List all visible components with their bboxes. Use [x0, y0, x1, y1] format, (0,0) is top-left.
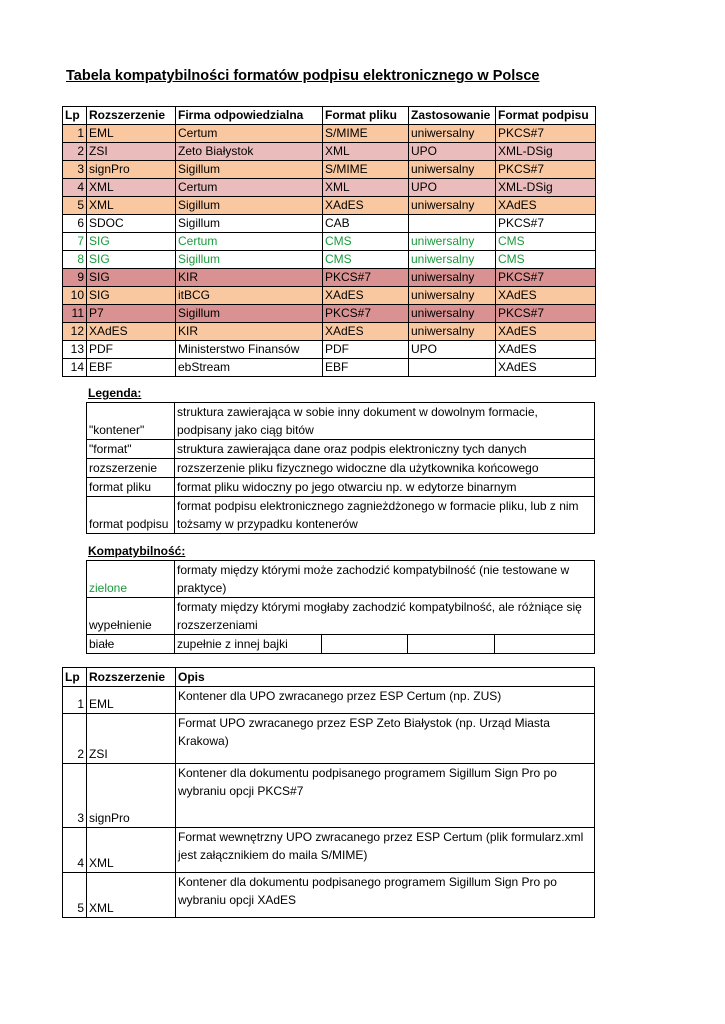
cell-format-pliku: XML: [323, 179, 409, 197]
cell-firma: Certum: [176, 125, 323, 143]
legend-definition: format pliku widoczny po jego otwarciu np. w edytorze binarnym: [175, 478, 595, 497]
cell-format-pliku: XAdES: [323, 197, 409, 215]
legend-definition: format podpisu elektronicznego zagnieżdżonego w formacie pliku, lub z nim tożsamy w przypadku kontenerów: [175, 497, 595, 534]
cell-opis: Kontener dla dokumentu podpisanego programem Sigillum Sign Pro po wybraniu opcji PKCS#7: [176, 764, 595, 828]
cell-lp: 13: [63, 341, 87, 359]
cell-lp: 12: [63, 323, 87, 341]
cell-format-pliku: PDF: [323, 341, 409, 359]
legend-definition: rozszerzenie pliku fizycznego widoczne dla użytkownika końcowego: [175, 459, 595, 478]
cell-format-podpisu: PKCS#7: [496, 269, 596, 287]
cell-rozszerzenie: EBF: [87, 359, 176, 377]
table-row: [63, 764, 595, 828]
legend-definition: struktura zawierająca dane oraz podpis elektroniczny tych danych: [175, 440, 595, 459]
cell-lp: 5: [63, 197, 87, 215]
table-row: [63, 873, 595, 918]
header-opis: Opis: [176, 668, 595, 687]
table-row: [63, 287, 596, 305]
cell-format-podpisu: XAdES: [496, 197, 596, 215]
legend-term: "kontener": [87, 403, 175, 440]
cell-lp: 2: [63, 143, 87, 161]
legend-table: [86, 402, 595, 534]
cell-format-podpisu: XML-DSig: [496, 179, 596, 197]
compatibility-definition: zupełnie z innej bajki: [175, 635, 322, 654]
cell-zastosowanie: uniwersalny: [409, 233, 496, 251]
table-row: [63, 687, 595, 714]
table-row: [63, 251, 596, 269]
cell-zastosowanie: UPO: [409, 341, 496, 359]
cell-lp: 10: [63, 287, 87, 305]
table-row: [63, 323, 596, 341]
cell-zastosowanie: [409, 359, 496, 377]
cell-zastosowanie: uniwersalny: [409, 323, 496, 341]
cell-lp: 1: [63, 687, 87, 714]
table-row: [63, 341, 596, 359]
cell-format-pliku: PKCS#7: [323, 305, 409, 323]
header-zastosowanie: Zastosowanie: [409, 107, 496, 125]
cell-lp: 4: [63, 179, 87, 197]
legend-row: [87, 403, 595, 440]
cell-rozszerzenie: SIG: [87, 269, 176, 287]
compatibility-definition: formaty między którymi mogłaby zachodzić kompatybilność, ale różniące się rozszerzeniami: [175, 598, 595, 635]
cell-rozszerzenie: PDF: [87, 341, 176, 359]
cell-format-pliku: EBF: [323, 359, 409, 377]
cell-rozszerzenie: EML: [87, 125, 176, 143]
cell-zastosowanie: uniwersalny: [409, 125, 496, 143]
cell-zastosowanie: UPO: [409, 143, 496, 161]
compatibility-legend-table: [86, 560, 595, 654]
cell-firma: Zeto Białystok: [176, 143, 323, 161]
cell-format-pliku: XAdES: [323, 287, 409, 305]
description-table: [62, 667, 595, 918]
compatibility-term: białe: [87, 635, 175, 654]
cell-rozszerzenie: XML: [87, 828, 176, 873]
header-lp: Lp: [63, 107, 87, 125]
table-row: [63, 269, 596, 287]
cell-lp: 1: [63, 125, 87, 143]
cell-lp: 14: [63, 359, 87, 377]
table-row: [63, 828, 595, 873]
legend-title: Legenda:: [88, 386, 142, 400]
cell-rozszerzenie: XML: [87, 873, 176, 918]
cell-lp: 7: [63, 233, 87, 251]
header-lp: Lp: [63, 668, 87, 687]
cell-format-podpisu: XAdES: [496, 323, 596, 341]
cell-format-podpisu: PKCS#7: [496, 305, 596, 323]
cell-opis: Kontener dla UPO zwracanego przez ESP Certum (np. ZUS): [176, 687, 595, 714]
cell-zastosowanie: uniwersalny: [409, 161, 496, 179]
table-row: [63, 161, 596, 179]
compatibility-row: [87, 561, 595, 598]
legend-row: [87, 478, 595, 497]
cell-format-podpisu: XAdES: [496, 359, 596, 377]
table-row: [63, 233, 596, 251]
header-rozszerzenie: Rozszerzenie: [87, 107, 176, 125]
header-rozszerzenie: Rozszerzenie: [87, 668, 176, 687]
cell-format-podpisu: PKCS#7: [496, 125, 596, 143]
table-row: [63, 359, 596, 377]
compatibility-term: zielone: [87, 561, 175, 598]
cell-firma: Certum: [176, 179, 323, 197]
legend-row: [87, 459, 595, 478]
table-row: [63, 143, 596, 161]
legend-definition: struktura zawierająca w sobie inny dokument w dowolnym formacie, podpisany jako ciąg bitów: [175, 403, 595, 440]
table-row: [63, 179, 596, 197]
cell-format-pliku: CAB: [323, 215, 409, 233]
cell-firma: Sigillum: [176, 161, 323, 179]
empty-cell: [495, 635, 595, 654]
cell-zastosowanie: uniwersalny: [409, 287, 496, 305]
cell-format-pliku: CMS: [323, 233, 409, 251]
cell-zastosowanie: uniwersalny: [409, 269, 496, 287]
compatibility-row: [87, 635, 595, 654]
cell-opis: Format UPO zwracanego przez ESP Zeto Białystok (np. Urząd Miasta Krakowa): [176, 714, 595, 764]
empty-cell: [322, 635, 408, 654]
cell-format-pliku: S/MIME: [323, 161, 409, 179]
cell-format-podpisu: PKCS#7: [496, 215, 596, 233]
cell-firma: Sigillum: [176, 305, 323, 323]
header-format-pliku: Format pliku: [323, 107, 409, 125]
cell-rozszerzenie: SIG: [87, 233, 176, 251]
cell-rozszerzenie: signPro: [87, 161, 176, 179]
cell-format-podpisu: XML-DSig: [496, 143, 596, 161]
table-row: [63, 714, 595, 764]
page-title: Tabela kompatybilności formatów podpisu elektronicznego w Polsce: [66, 68, 540, 84]
compatibility-definition: formaty między którymi może zachodzić kompatybilność (nie testowane w praktyce): [175, 561, 595, 598]
cell-opis: Format wewnętrzny UPO zwracanego przez ESP Certum (plik formularz.xml jest załącznikiem do maila S/MIME): [176, 828, 595, 873]
header-firma: Firma odpowiedzialna: [176, 107, 323, 125]
cell-lp: 11: [63, 305, 87, 323]
cell-format-podpisu: CMS: [496, 233, 596, 251]
cell-lp: 6: [63, 215, 87, 233]
cell-lp: 3: [63, 764, 87, 828]
cell-format-pliku: PKCS#7: [323, 269, 409, 287]
cell-lp: 4: [63, 828, 87, 873]
cell-lp: 3: [63, 161, 87, 179]
cell-rozszerzenie: ZSI: [87, 714, 176, 764]
cell-format-podpisu: XAdES: [496, 287, 596, 305]
legend-row: [87, 497, 595, 534]
legend-term: format podpisu: [87, 497, 175, 534]
cell-firma: ebStream: [176, 359, 323, 377]
cell-format-pliku: S/MIME: [323, 125, 409, 143]
cell-rozszerzenie: SIG: [87, 287, 176, 305]
table-row: [63, 305, 596, 323]
legend-row: [87, 440, 595, 459]
compatibility-table: [62, 106, 596, 377]
cell-opis: Kontener dla dokumentu podpisanego programem Sigillum Sign Pro po wybraniu opcji XAdES: [176, 873, 595, 918]
cell-rozszerzenie: XML: [87, 179, 176, 197]
legend-term: format pliku: [87, 478, 175, 497]
cell-lp: 2: [63, 714, 87, 764]
compatibility-row: [87, 598, 595, 635]
cell-format-podpisu: PKCS#7: [496, 161, 596, 179]
compatibility-term: wypełnienie: [87, 598, 175, 635]
cell-rozszerzenie: EML: [87, 687, 176, 714]
cell-rozszerzenie: signPro: [87, 764, 176, 828]
cell-lp: 9: [63, 269, 87, 287]
table-row: [63, 215, 596, 233]
table-header-row: [63, 107, 596, 125]
table-header-row: [63, 668, 595, 687]
cell-zastosowanie: uniwersalny: [409, 251, 496, 269]
cell-rozszerzenie: XAdES: [87, 323, 176, 341]
compatibility-title: Kompatybilność:: [88, 544, 186, 558]
cell-format-podpisu: CMS: [496, 251, 596, 269]
cell-firma: KIR: [176, 323, 323, 341]
cell-rozszerzenie: SDOC: [87, 215, 176, 233]
table-row: [63, 197, 596, 215]
cell-firma: KIR: [176, 269, 323, 287]
legend-term: rozszerzenie: [87, 459, 175, 478]
cell-firma: Sigillum: [176, 197, 323, 215]
cell-firma: itBCG: [176, 287, 323, 305]
cell-format-pliku: XML: [323, 143, 409, 161]
cell-format-pliku: XAdES: [323, 323, 409, 341]
cell-format-pliku: CMS: [323, 251, 409, 269]
cell-zastosowanie: UPO: [409, 179, 496, 197]
cell-zastosowanie: uniwersalny: [409, 305, 496, 323]
cell-format-podpisu: XAdES: [496, 341, 596, 359]
cell-lp: 5: [63, 873, 87, 918]
cell-firma: Sigillum: [176, 251, 323, 269]
cell-firma: Certum: [176, 233, 323, 251]
table-row: [63, 125, 596, 143]
empty-cell: [408, 635, 495, 654]
cell-rozszerzenie: P7: [87, 305, 176, 323]
legend-term: "format": [87, 440, 175, 459]
cell-firma: Ministerstwo Finansów: [176, 341, 323, 359]
cell-rozszerzenie: XML: [87, 197, 176, 215]
cell-rozszerzenie: SIG: [87, 251, 176, 269]
cell-firma: Sigillum: [176, 215, 323, 233]
header-format-podpisu: Format podpisu: [496, 107, 596, 125]
cell-lp: 8: [63, 251, 87, 269]
cell-rozszerzenie: ZSI: [87, 143, 176, 161]
cell-zastosowanie: [409, 215, 496, 233]
cell-zastosowanie: uniwersalny: [409, 197, 496, 215]
